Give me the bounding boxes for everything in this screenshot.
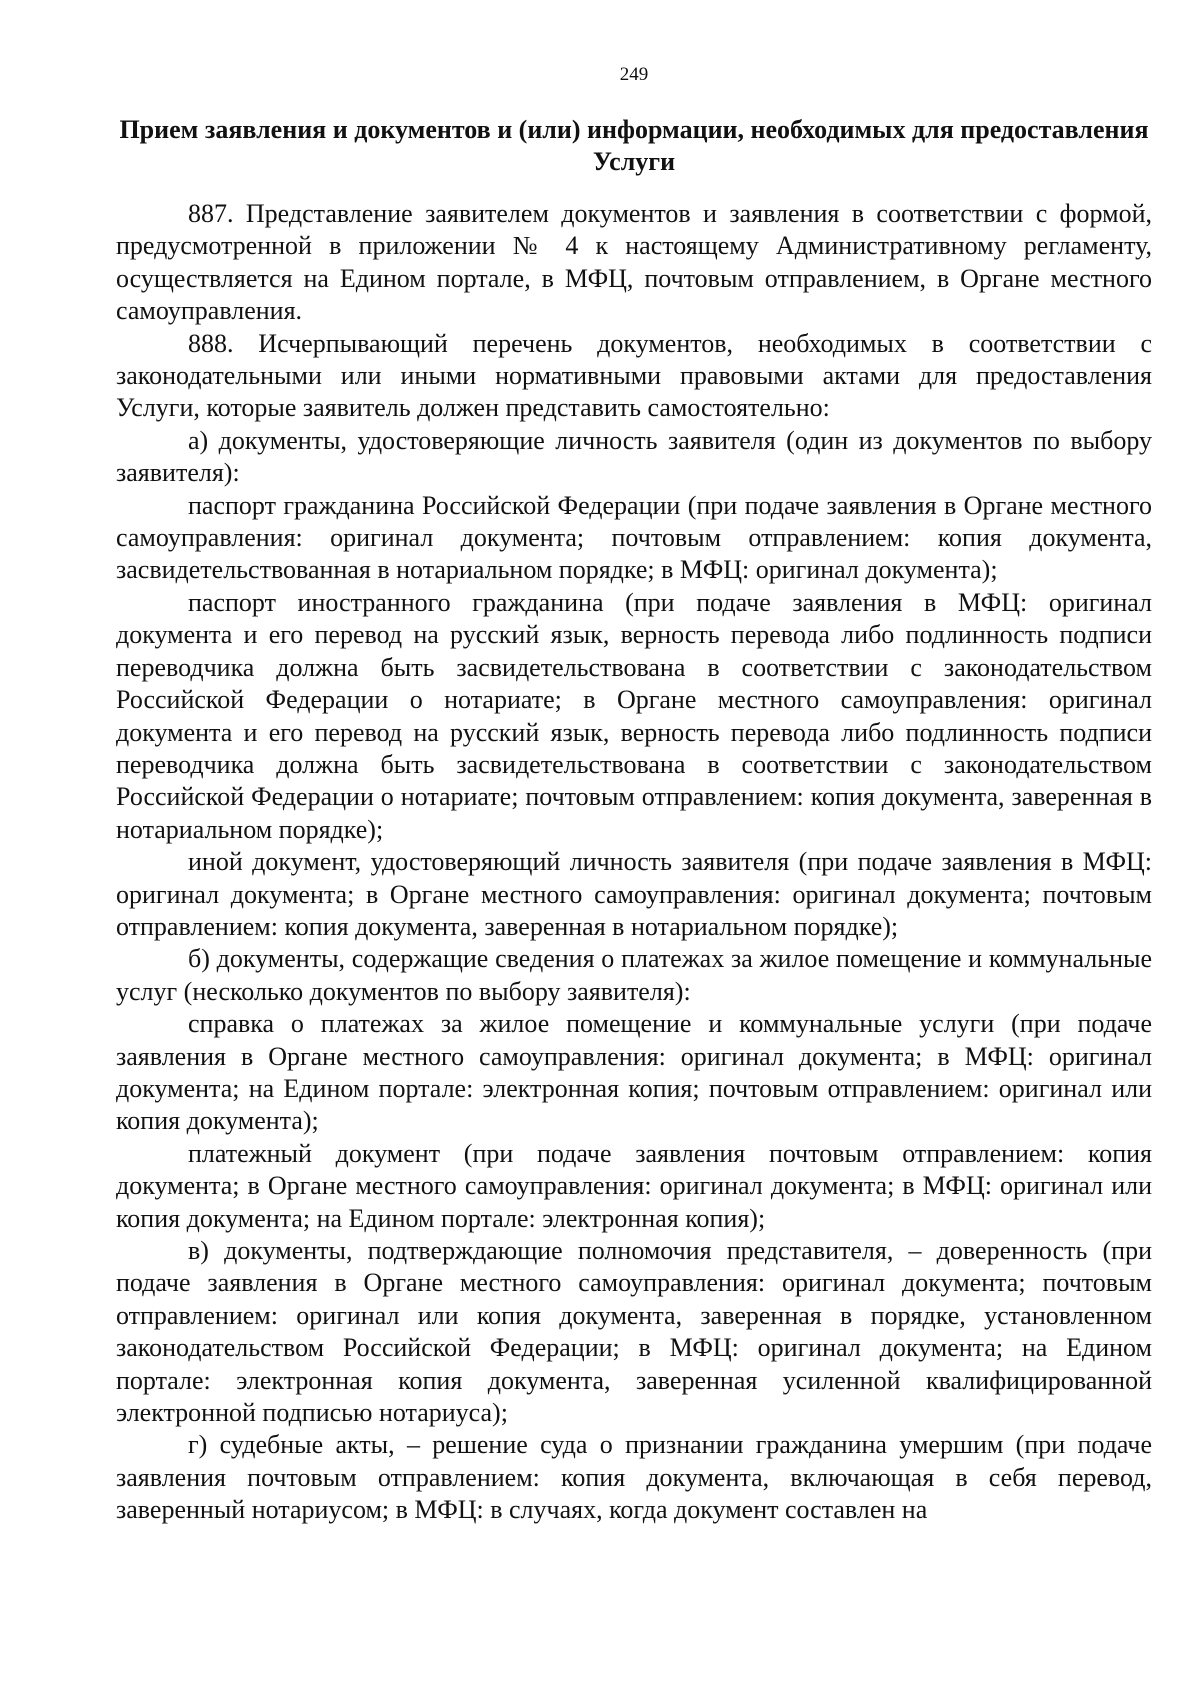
- page-number: 249: [619, 64, 649, 85]
- paragraph-888: 888. Исчерпывающий перечень документов, необходимых в соответствии с законодательными или иными нормативными правовыми актами для предоставления Услуги, которые заявитель должен представить самостоятельно:: [116, 328, 1152, 423]
- list-item-other-id: иной документ, удостоверяющий личность заявителя (при подаче заявления в МФЦ: оригинал документа; в Органе местного самоуправления: оригинал документа; почтовым отправлением: копия документа, заверенная в нотариальном порядке);: [116, 847, 1152, 941]
- list-item-g: г) судебные акты, – решение суда о признании гражданина умершим (при подаче заявления почтовым отправлением: копия документа, включающая в себя перевод, заверенный нотариусом; в МФЦ: в случаях, когда документ составлен на: [116, 1430, 1152, 1525]
- list-item-payment-document: платежный документ (при подаче заявления почтовым отправлением: копия документа; в Органе местного самоуправления: оригинал документа; в МФЦ: оригинал или копия документа; на Едином портале: электронная копия);: [116, 1138, 1152, 1233]
- section-title: Прием заявления и документов и (или) информации, необходимых для предоставления Услуги: [119, 115, 1149, 176]
- paragraph-887: 887. Представление заявителем документов и заявления в соответствии с формой, предусмотренной в приложении № 4 к настоящему Административному регламенту, осуществляется на Едином портале, в МФЦ, почтовым отправлением, в Органе местного самоуправления.: [116, 199, 1152, 326]
- list-item-payment-certificate: справка о платежах за жилое помещение и коммунальные услуги (при подаче заявления в Органе местного самоуправления: оригинал документа; в МФЦ: оригинал документа; на Едином портале: электронная копия; почтовым отправлением: оригинал или копия документа);: [116, 1009, 1152, 1136]
- list-item-v: в) документы, подтверждающие полномочия представителя, – доверенность (при подаче заявления в Органе местного самоуправления: оригинал документа; почтовым отправлением: оригинал или копия документа, заверенная в порядке, установленном законодательством Российской Федерации; в МФЦ: оригинал документа; на Едином портале: электронная копия документа, заверенная усиленной квалифицированной электронной подписью нотариуса);: [116, 1236, 1152, 1428]
- list-item-b: б) документы, содержащие сведения о платежах за жилое помещение и коммунальные услуг (несколько документов по выбору заявителя):: [116, 944, 1152, 1006]
- list-item-passport-foreign: паспорт иностранного гражданина (при подаче заявления в МФЦ: оригинал документа и его перевод на русский язык, верность перевода либо подлинность подписи переводчика должна быть засвидетельствована в соответствии с законодательством Российской Федерации о нотариате; в Органе местного самоуправления: оригинал документа и его перевод на русский язык, верность перевода либо подлинность подписи переводчика должна быть засвидетельствована в соответствии с законодательством Российской Федерации о нотариате; почтовым отправлением: копия документа, заверенная в нотариальном порядке);: [116, 587, 1152, 844]
- list-item-passport-rf: паспорт гражданина Российской Федерации (при подаче заявления в Органе местного самоуправления: оригинал документа; почтовым отправлением: копия документа, засвидетельствованная в нотариальном порядке; в МФЦ: оригинал документа);: [116, 490, 1152, 585]
- list-item-a: а) документы, удостоверяющие личность заявителя (один из документов по выбору заявителя):: [116, 425, 1152, 488]
- document-page: [116, 64, 1152, 1527]
